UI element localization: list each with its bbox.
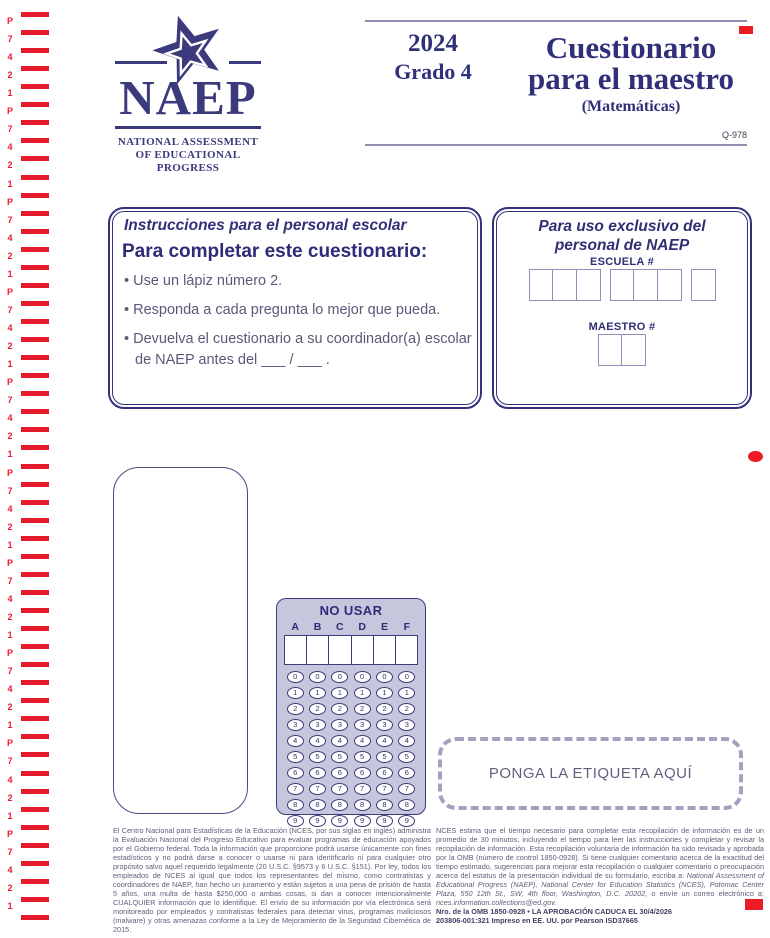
digit-bubble[interactable]: 2 [309,703,326,715]
timing-dash [21,536,49,541]
digit-bubble[interactable]: 3 [331,719,348,731]
timing-dash [21,156,49,161]
bubble-cell [373,703,395,715]
timing-letter: 4 [7,232,13,243]
write-in-cell[interactable] [351,635,374,665]
bubble-cell [396,703,418,715]
timing-letter: 1 [7,630,13,641]
bubble-cell [373,719,395,731]
digit-bubble[interactable]: 5 [331,751,348,763]
timing-letter: 1 [7,88,13,99]
digit-bubble[interactable]: 8 [331,799,348,811]
digit-bubble[interactable]: 3 [309,719,326,731]
timing-dash [21,355,49,360]
digit-bubble[interactable]: 4 [398,735,415,747]
instruction-bullet: • Devuelva el cuestionario a su coordinador(a) escolar de NAEP antes del ___ / ___ . [124,329,472,371]
timing-dash [21,283,49,288]
timing-dash [21,247,49,252]
bubble-row [284,783,418,795]
timing-letter: 4 [7,323,13,334]
blank-response-area [113,467,248,814]
bubble-cell [351,751,373,763]
digit-entry-box[interactable] [529,269,554,301]
digit-bubble[interactable]: 4 [309,735,326,747]
bubble-column-header: B [313,621,322,633]
label-placement-box [438,737,743,810]
school-number-boxes [494,269,750,301]
naep-use-header [494,217,750,255]
timing-letter: P [6,557,13,568]
digit-bubble[interactable]: 2 [331,703,348,715]
timing-letter: 4 [7,864,13,875]
timing-dash [21,626,49,631]
timing-letter: 4 [7,503,13,514]
digit-box-group [598,334,647,366]
bubble-row [284,687,418,699]
bubble-cell [373,671,395,683]
digit-entry-box[interactable] [552,269,577,301]
instructions-box [108,207,482,409]
digit-bubble[interactable]: 4 [354,735,371,747]
digit-bubble[interactable]: 2 [287,703,304,715]
digit-bubble[interactable]: 4 [287,735,304,747]
bubble-cell [306,671,328,683]
timing-dash [21,265,49,270]
timing-letter: 2 [7,882,13,893]
timing-dash [21,391,49,396]
digit-bubble[interactable]: 1 [331,687,348,699]
bubble-cell [306,703,328,715]
digit-bubble[interactable]: 0 [398,671,415,683]
digit-bubble[interactable]: 5 [398,751,415,763]
timing-dash [21,915,49,920]
timing-dash [21,807,49,812]
bubble-cell [329,751,351,763]
bubble-row [284,703,418,715]
bubble-cell [306,799,328,811]
write-in-cell[interactable] [306,635,329,665]
bubble-cell [329,703,351,715]
bubble-cell [396,751,418,763]
timing-dash [21,445,49,450]
bubble-cell [329,783,351,795]
label-placement-text: PONGA LA ETIQUETA AQUÍ [488,765,693,782]
bubble-cell [329,735,351,747]
timing-letter: 1 [7,810,13,821]
digit-bubble[interactable]: 1 [354,687,371,699]
timing-dash [21,30,49,35]
bubble-cell [284,735,306,747]
timing-letter: P [6,106,13,117]
header-bottom-rule [365,144,747,146]
print-info-line: 203806-001:321 Impreso en EE. UU. por Pearson ISD37665 [436,916,638,925]
digit-bubble[interactable]: 8 [398,799,415,811]
page-title-line2: para el maestro [527,61,735,96]
write-in-cell[interactable] [395,635,418,665]
timing-dash [21,319,49,324]
bubble-row [284,735,418,747]
timing-letter: P [6,738,13,749]
timing-dash [21,789,49,794]
no-usar-bubble-grid [276,598,426,825]
bubble-column-header: E [380,621,388,633]
timing-letter: 7 [7,214,13,225]
timing-dash [21,48,49,53]
timing-letter: P [6,377,13,388]
digit-box-group [610,269,682,301]
digit-bubble[interactable]: 1 [398,687,415,699]
bubble-cell [284,671,306,683]
digit-bubble[interactable]: 9 [331,815,348,827]
bubble-grid-column-headers [284,621,418,633]
digit-bubble[interactable]: 5 [287,751,304,763]
timing-dash [21,193,49,198]
timing-dash [21,482,49,487]
digit-bubble[interactable]: 6 [287,767,304,779]
digit-bubble[interactable]: 5 [354,751,371,763]
form-code: Q-978 [721,130,747,140]
timing-letter: 2 [7,521,13,532]
timing-dash [21,66,49,71]
bubble-row [284,671,418,683]
instructions-bullet-list [124,271,472,379]
timing-letter: 7 [7,846,13,857]
timing-dash [21,771,49,776]
bubble-cell [351,703,373,715]
bubble-cell [351,719,373,731]
digit-entry-box[interactable] [691,269,716,301]
bubble-cell [284,783,306,795]
timing-dash [21,409,49,414]
bubble-cell [373,767,395,779]
bubble-cell [396,783,418,795]
bubble-cell [284,751,306,763]
bubble-cell [329,799,351,811]
bubble-column-header: C [336,621,344,633]
bubble-cell [306,687,328,699]
timing-dash [21,427,49,432]
timing-letter: 1 [7,720,13,731]
timing-letter: 1 [7,449,13,460]
timing-dash [21,608,49,613]
timing-letter: 2 [7,431,13,442]
digit-entry-box[interactable] [610,269,635,301]
digit-bubble[interactable]: 5 [309,751,326,763]
digit-bubble[interactable]: 7 [376,783,393,795]
timing-letter: 1 [7,900,13,911]
digit-bubble[interactable]: 9 [287,815,304,827]
grade-label: Grado 4 [394,59,472,84]
digit-bubble[interactable]: 8 [354,799,371,811]
digit-entry-box[interactable] [576,269,601,301]
timing-letter: 4 [7,684,13,695]
digit-bubble[interactable]: 0 [354,671,371,683]
bubble-cell [373,783,395,795]
year-grade-block [373,31,493,87]
timing-letter: 2 [7,611,13,622]
bubble-cell [329,687,351,699]
digit-bubble[interactable]: 1 [287,687,304,699]
bubble-cell [306,751,328,763]
school-number-label: ESCUELA # [589,256,655,268]
digit-bubble[interactable]: 2 [354,703,371,715]
timing-letter: 1 [7,268,13,279]
digit-box-group [691,269,716,301]
bubble-cell [306,735,328,747]
digit-bubble[interactable]: 3 [354,719,371,731]
assessment-year: 2024 [408,30,458,57]
naep-use-header-line1: Para uso exclusivo del [538,218,706,235]
timing-dash [21,12,49,17]
bubble-cell [284,767,306,779]
logo-underline [115,126,261,129]
instruction-bullet: • Responda a cada pregunta lo mejor que pueda. [124,300,472,321]
bubble-column-header: D [358,621,366,633]
timing-letter: 7 [7,485,13,496]
digit-bubble[interactable]: 3 [376,719,393,731]
footer-email: nces.information.collections@ed.gov. [436,898,557,907]
digit-entry-box[interactable] [633,269,658,301]
bubble-grid-title: NO USAR [319,603,383,618]
logo-org-name [107,136,269,175]
digit-bubble[interactable]: 0 [331,671,348,683]
bubble-cell [373,687,395,699]
bubble-cell [306,767,328,779]
footer-left-paragraph: El Centro Nacional para Estadísticas de la Educación (NCES, por sus siglas en inglés) administra la Evaluación Nacional del Progreso Educativo para evaluar programas de educación apoyados por el Gobierno federal. Toda la información que proporcione podrá usarse únicamente con fines estadísticos y no podrá darse a conocer o usarse ni para identificarlo ni para cualquier otro propósito salvo aquel requerido legalmente (20 U.S.C. §9573 y 6 U.S.C. §151). Por ley, todos los empleados de NCES al igual que todos los representantes del mismo, como contratistas y coordinadores de NAEP, han hecho un juramento y están sujetos a una pena de prisión de hasta 5 años, una multa de hasta $250,000 o ambas cosas, si dan a conocer intencionalmente CUALQUIER información que lo identifique. El envío de su información por vía electrónica será monitoreado por empleados y contratistas federales para detectar virus, programas maliciosos (malware) y otras amenazas conforme a la Ley de Mejoramiento de la Seguridad Cibernética de 2015. [113,826,431,934]
write-in-cell[interactable] [373,635,396,665]
bubble-cell [396,767,418,779]
timing-dash [21,662,49,667]
timing-dash [21,861,49,866]
timing-letter: 7 [7,304,13,315]
timing-letter: 2 [7,70,13,81]
bubble-cell [373,799,395,811]
timing-dash [21,337,49,342]
bubble-grid-rows [284,671,418,831]
digit-bubble[interactable]: 9 [354,815,371,827]
timing-dash [21,897,49,902]
digit-bubble[interactable]: 8 [287,799,304,811]
bubble-cell [373,751,395,763]
digit-bubble[interactable]: 3 [398,719,415,731]
logo-wordmark: NAEP [119,70,257,125]
digit-bubble[interactable]: 4 [376,735,393,747]
timing-letter: 2 [7,792,13,803]
digit-bubble[interactable]: 7 [309,783,326,795]
footer-right-text: NCES estima que el tiempo necesario para completar esta recopilación de información es de un promedio de 30 minutos, incluyendo el tiempo para leer las instrucciones y completar y revisar la recopilación de información. Esta recopilación voluntaria de información ha sido revisada y aprobada por la OMB (número de control 1850-0928). Si tiene cualquier comentario acerca de la exactitud del tiempo estimado, sugerencias para mejorar esta recopilación o cualquier comentario o preocupación acerca del estatus de la presentación individual de su formulario, escriba a: [436,826,764,880]
bubble-cell [351,671,373,683]
timing-dash [21,644,49,649]
timing-letter: 2 [7,160,13,171]
digit-bubble[interactable]: 6 [309,767,326,779]
timing-letter: 7 [7,34,13,45]
timing-letter: 7 [7,666,13,677]
naep-use-header-line2: personal de NAEP [554,237,690,254]
digit-bubble[interactable]: 2 [398,703,415,715]
digit-bubble[interactable]: 0 [309,671,326,683]
timing-dash [21,752,49,757]
timing-letter: 1 [7,178,13,189]
timing-letter: P [6,286,13,297]
timing-dash [21,373,49,378]
naep-use-box [492,207,752,409]
digit-bubble[interactable]: 4 [331,735,348,747]
timing-letter: 2 [7,702,13,713]
timing-letter: 1 [7,359,13,370]
digit-bubble[interactable]: 9 [398,815,415,827]
timing-letter: 4 [7,593,13,604]
digit-bubble[interactable]: 5 [376,751,393,763]
bubble-cell [284,799,306,811]
timing-dash [21,211,49,216]
digit-bubble[interactable]: 6 [398,767,415,779]
logo-org-line1: NATIONAL ASSESSMENT [117,136,259,148]
digit-bubble[interactable]: 6 [376,767,393,779]
timing-dash [21,680,49,685]
timing-dash [21,138,49,143]
timing-letter: 7 [7,575,13,586]
timing-dash [21,464,49,469]
bubble-cell [306,783,328,795]
bubble-cell [351,735,373,747]
timing-letter: P [6,648,13,659]
bubble-cell [351,799,373,811]
timing-letter: 2 [7,341,13,352]
digit-bubble[interactable]: 1 [376,687,393,699]
timing-letter: 7 [7,756,13,767]
instructions-header: Instrucciones para el personal escolar [124,217,407,234]
timing-dash [21,825,49,830]
timing-dash [21,554,49,559]
timing-dash [21,716,49,721]
write-in-cell[interactable] [284,635,307,665]
timing-dash [21,590,49,595]
timing-letter: 4 [7,142,13,153]
bubble-row [284,719,418,731]
timing-letter: 7 [7,124,13,135]
timing-dash [21,734,49,739]
digit-bubble[interactable]: 7 [287,783,304,795]
bubble-cell [396,735,418,747]
timing-dash [21,301,49,306]
registration-mark-mid-right [748,451,763,462]
bubble-row [284,751,418,763]
subject-label: (Matemáticas) [581,98,681,115]
bubble-row [284,767,418,779]
instructions-subheader: Para completar este cuestionario: [122,241,428,262]
digit-bubble[interactable]: 9 [376,815,393,827]
digit-bubble[interactable]: 1 [309,687,326,699]
bubble-cell [306,719,328,731]
digit-bubble[interactable]: 3 [287,719,304,731]
header-top-rule [365,20,747,22]
digit-bubble[interactable]: 2 [376,703,393,715]
digit-bubble[interactable]: 7 [398,783,415,795]
timing-letter: 4 [7,52,13,63]
timing-letter: 1 [7,539,13,550]
digit-bubble[interactable]: 8 [309,799,326,811]
timing-letter: P [6,196,13,207]
timing-letter: 2 [7,250,13,261]
timing-dash [21,175,49,180]
digit-bubble[interactable]: 9 [309,815,326,827]
timing-letter: 4 [7,413,13,424]
timing-dash [21,229,49,234]
bubble-cell [284,703,306,715]
bubble-cell [351,687,373,699]
bubble-grid-write-in-strip [284,635,418,665]
bubble-row [284,799,418,811]
bubble-cell [396,799,418,811]
digit-bubble[interactable]: 7 [354,783,371,795]
digit-bubble[interactable]: 8 [376,799,393,811]
timing-dash [21,120,49,125]
teacher-number-boxes [494,334,750,366]
bubble-cell [284,719,306,731]
timing-dash [21,102,49,107]
digit-bubble[interactable]: 0 [376,671,393,683]
omb-approval-line: Nro. de la OMB 1850-0928 • LA APROBACIÓN CADUCA EL 30/4/2026 [436,907,672,916]
timing-dash [21,879,49,884]
digit-bubble[interactable]: 6 [354,767,371,779]
digit-entry-box[interactable] [598,334,623,366]
bubble-cell [373,735,395,747]
timing-dash [21,843,49,848]
timing-letter: 4 [7,774,13,785]
instruction-bullet: • Use un lápiz número 2. [124,271,472,292]
bubble-cell [329,767,351,779]
timing-letter: P [6,16,13,26]
bubble-cell [396,687,418,699]
timing-dash [21,518,49,523]
title-block [500,32,762,120]
timing-dash [21,84,49,89]
timing-dash [21,572,49,577]
bubble-column-header: A [291,621,299,633]
bubble-cell [284,687,306,699]
digit-entry-box[interactable] [657,269,682,301]
footer-right-paragraph [436,826,764,925]
write-in-cell[interactable] [328,635,351,665]
footer-address-italic: National Assessment of Educational Progress (NAEP), National Center for Education Statistics (NCES), Potomac Center Plaza, 550 12th St., SW, 4th floor, Washington, D.C. 20202, [436,871,764,898]
bubble-cell [351,767,373,779]
bubble-cell [396,671,418,683]
digit-bubble[interactable]: 0 [287,671,304,683]
footer-right-text2: o envíe un correo electrónico a: [647,889,764,898]
bubble-column-header: F [403,621,411,633]
timing-dash [21,500,49,505]
timing-letter: P [6,828,13,839]
timing-letter: 7 [7,395,13,406]
digit-box-group [529,269,601,301]
bubble-cell [329,719,351,731]
digit-entry-box[interactable] [621,334,646,366]
bubble-cell [396,719,418,731]
timing-dash [21,698,49,703]
digit-bubble[interactable]: 7 [331,783,348,795]
bubble-cell [351,783,373,795]
teacher-number-label: MAESTRO # [588,321,656,333]
logo-org-line3: PROGRESS [156,162,220,174]
logo-org-line2: OF EDUCATIONAL [135,149,241,161]
page-title-line1: Cuestionario [545,30,717,65]
bubble-cell [329,671,351,683]
digit-bubble[interactable]: 6 [331,767,348,779]
timing-letter: P [6,467,13,478]
